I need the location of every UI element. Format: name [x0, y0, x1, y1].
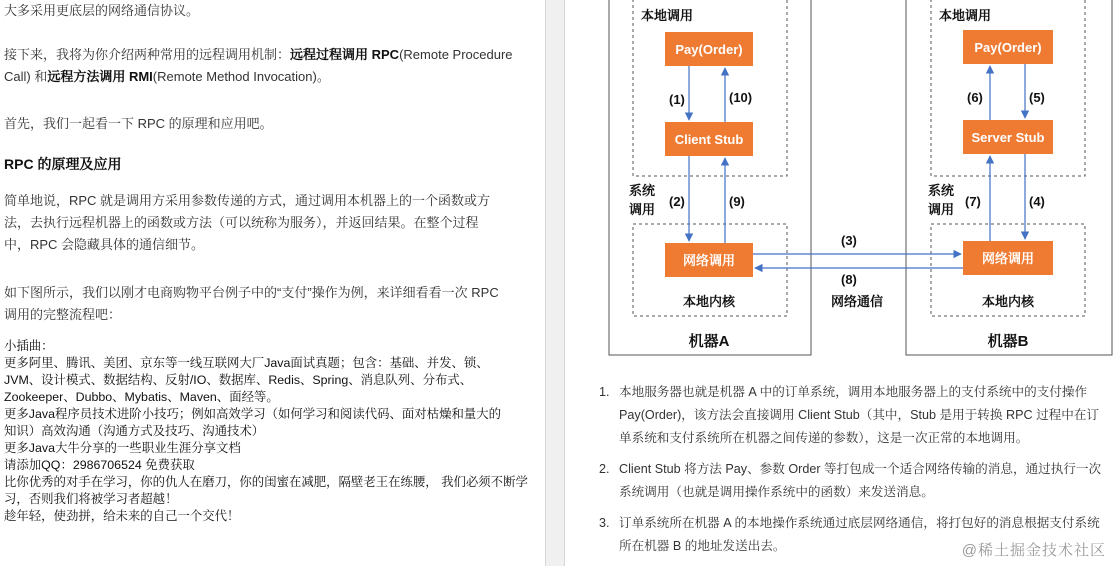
list-item [599, 381, 1111, 450]
paragraph-intro-rpc: 首先，我们一起看一下 RPC 的原理和应用吧。 [4, 116, 273, 131]
rpc-term: 远程过程调用 RPC [290, 47, 400, 62]
promo-block [4, 338, 529, 525]
paragraph-rpc-definition: 简单地说，RPC 就是调用方采用参数传递的方式，通过调用本机器上的一个函数或方法，去执行远程机器上的函数或方法（可以统称为服务），并返回结果。在整个过程中，RPC 会隐藏具体的通信细节。 [4, 193, 491, 252]
syscall-label-b-line1: 系统 [928, 183, 955, 198]
promo-line: 小插曲： [4, 339, 54, 353]
step-label-4: (4) [1029, 194, 1045, 209]
paragraph-two-mechanisms [4, 44, 524, 88]
promo-line: 更多Java大牛分享的一些职业生涯分享文档 [4, 441, 241, 455]
list-item [599, 458, 1111, 504]
promo-line: 知识）高效沟通（沟通方式及技巧、沟通技术） [4, 424, 265, 438]
kernel-label-a: 本地内核 [682, 294, 736, 309]
pay-order-label-a: Pay(Order) [675, 42, 743, 57]
step-text: 本地服务器也就是机器 A 中的订单系统，调用本地服务器上的支付系统中的支付操作 Pay(Order)，该方法会直接调用 Client Stub（其中，Stub 是用于转换 RPC 过程中在订单系统和支付系统所在机器之间传递的参数），这是一次正常的本地调用。 [619, 385, 1100, 445]
promo-line: 更多阿里、腾讯、美团、京东等一线互联网大厂Java面试真题；包含：基础、并发、锁、 [4, 356, 489, 370]
promo-line: Zookeeper、Dubbo、Mybatis、Maven、面经等。 [4, 390, 279, 404]
syscall-label-b-line2: 调用 [928, 202, 955, 217]
network-comm-label: 网络通信 [830, 294, 884, 309]
promo-line: 比你优秀的对手在学习，你的仇人在磨刀，你的闺蜜在减肥，隔壁老王在练腰， 我们必须不断学习，否则我们将被学习者超越！ [4, 475, 528, 506]
rpc-english: (Remote Procedure Call) 和 [4, 47, 513, 84]
net-call-label-a: 网络调用 [682, 253, 736, 268]
kernel-label-b: 本地内核 [981, 294, 1035, 309]
left-page [0, 0, 545, 566]
rmi-english: (Remote Method Invocation)。 [152, 69, 330, 84]
rpc-flow-diagram [565, 0, 1114, 370]
step-number: 3. [599, 516, 610, 530]
step-label-3: (3) [841, 233, 857, 248]
step-label-1: (1) [669, 92, 685, 107]
paragraph-example: 如下图所示，我们以刚才电商购物平台例子中的“支付”操作为例，来详细看看一次 RPC 调用的完整流程吧： [4, 285, 499, 322]
net-call-label-b: 网络调用 [981, 251, 1035, 266]
step-label-6: (6) [967, 90, 983, 105]
pay-order-label-b: Pay(Order) [974, 40, 1042, 55]
step-label-7: (7) [965, 194, 981, 209]
machine-a-label: 机器A [688, 333, 730, 350]
server-stub-label: Server Stub [971, 130, 1045, 145]
watermark: @稀土掘金技术社区 [961, 542, 1106, 559]
local-call-title-a: 本地调用 [641, 8, 694, 23]
promo-line: 趁年轻，使劲拼，给未来的自己一个交代！ [4, 509, 240, 523]
step-text: 订单系统所在机器 A 的本地操作系统通过底层网络通信，将打包好的消息根据支付系统所在机器 B 的地址发送出去。 [619, 516, 1100, 553]
step-number: 2. [599, 462, 610, 476]
client-stub-label: Client Stub [674, 132, 744, 147]
machine-b-label: 机器B [987, 333, 1029, 350]
step-label-9: (9) [729, 194, 745, 209]
promo-line: 请添加QQ：2986706524 免费获取 [4, 458, 195, 472]
step-number: 1. [599, 385, 610, 399]
step-label-8: (8) [841, 272, 857, 287]
step-label-2: (2) [669, 194, 685, 209]
syscall-label-a-line1: 系统 [629, 183, 656, 198]
step-text: Client Stub 将方法 Pay、参数 Order 等打包成一个适合网络传输的消息，通过执行一次系统调用（也就是调用操作系统中的函数）来发送消息。 [619, 462, 1102, 499]
promo-line: JVM、设计模式、数据结构、反射/IO、数据库、Redis、Spring、消息队列、分布式、 [4, 373, 473, 387]
syscall-label-a-line2: 调用 [629, 202, 656, 217]
promo-line: 更多Java程序员技术进阶小技巧；例如高效学习（如何学习和阅读代码、面对枯燥和量大的 [4, 407, 502, 421]
paragraph-network-protocol: 大多采用更底层的网络通信协议。 [4, 3, 200, 18]
step-label-5: (5) [1029, 90, 1045, 105]
step-label-10: (10) [729, 90, 753, 105]
rmi-term: 远程方法调用 RMI [47, 69, 153, 84]
section-heading: RPC 的原理及应用 [4, 156, 122, 172]
page-divider [545, 0, 565, 566]
right-page [565, 0, 1114, 566]
mechanisms-prefix: 接下来，我将为你介绍两种常用的远程调用机制： [4, 47, 291, 62]
local-call-title-b: 本地调用 [939, 8, 992, 23]
